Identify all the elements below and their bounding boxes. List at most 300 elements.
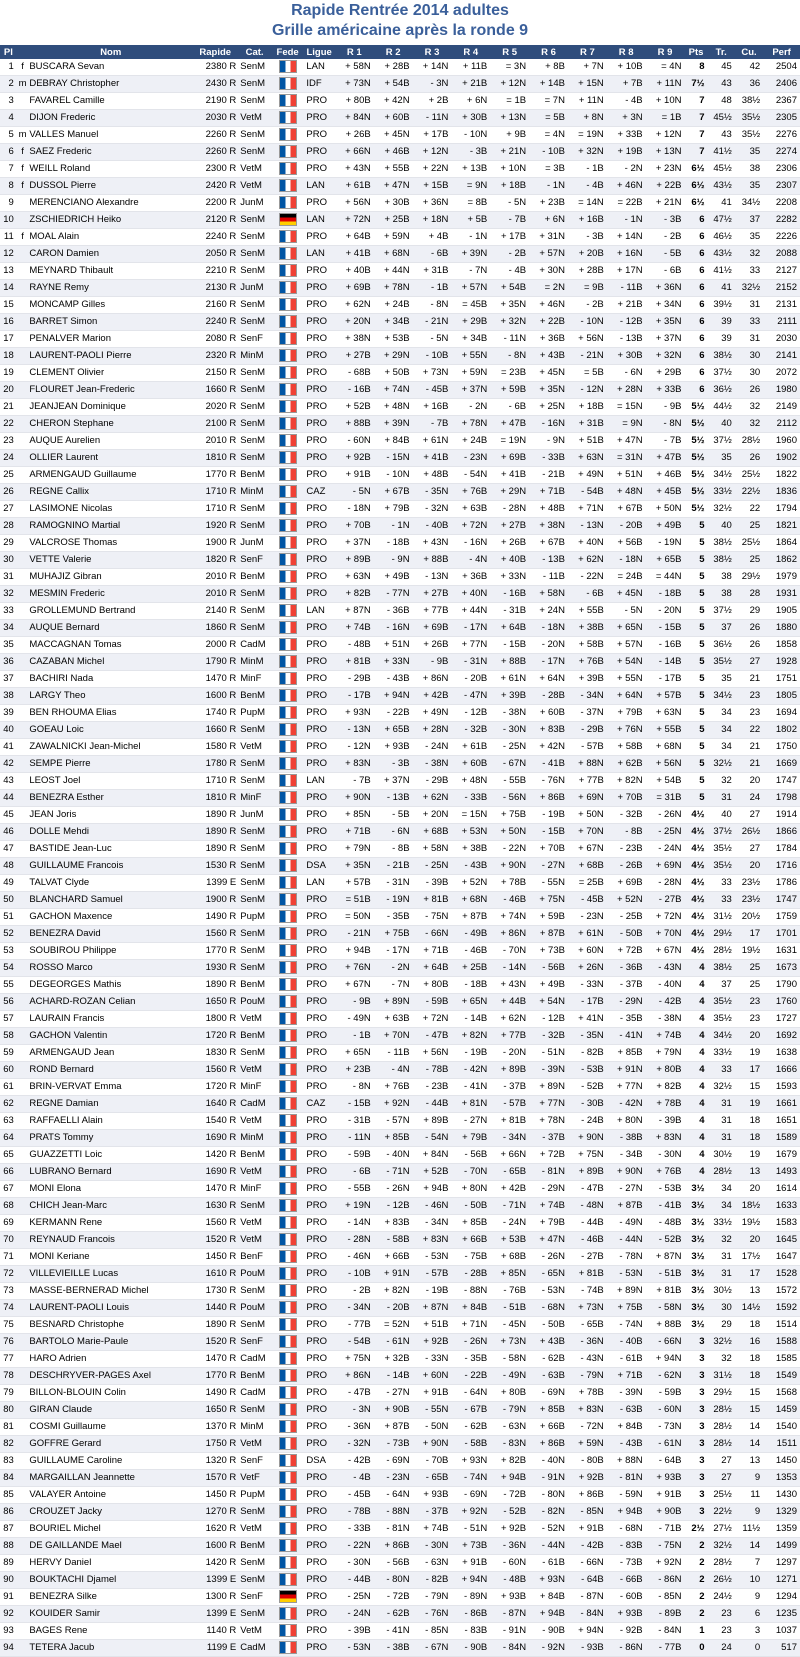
performance-cell: 1747 [763, 773, 800, 790]
title-cell [17, 1147, 29, 1164]
points-cell: 4 [684, 1045, 707, 1062]
table-row [0, 365, 800, 382]
rank-cell: 79 [0, 1385, 17, 1402]
league-cell: PRO [303, 1538, 334, 1555]
table-row [0, 314, 800, 331]
league-cell: PRO [303, 841, 334, 858]
round-5-cell: + 69B [490, 450, 529, 467]
round-5-cell: - 46B [490, 892, 529, 909]
title-cell [17, 1640, 29, 1657]
tiebreak-tr-cell: 40 [708, 416, 735, 433]
france-flag-icon [279, 230, 297, 243]
round-1-cell: - 8N [335, 1079, 374, 1096]
round-3-cell: - 40B [413, 518, 452, 535]
league-cell: PRO [303, 1623, 334, 1640]
round-5-cell: - 76B [490, 1283, 529, 1300]
round-5-cell: + 9B [490, 127, 529, 144]
title-cell [17, 637, 29, 654]
round-8-cell: = 31N [607, 450, 646, 467]
round-6-cell: - 18N [529, 620, 568, 637]
round-5-cell: - 16B [490, 586, 529, 603]
round-2-cell: + 75B [374, 926, 413, 943]
round-7-cell: - 23N [568, 909, 607, 926]
federation-cell [272, 1572, 303, 1589]
round-9-cell: = 44N [646, 569, 685, 586]
table-row [0, 1555, 800, 1572]
france-flag-icon [279, 1522, 297, 1535]
france-flag-icon [279, 264, 297, 277]
player-name-cell: DUSSOL Pierre [28, 178, 193, 195]
title-cell [17, 1317, 29, 1334]
rating-cell: 1770 R [193, 1368, 237, 1385]
tiebreak-tr-cell: 24½ [708, 1589, 735, 1606]
round-3-cell: + 27B [413, 586, 452, 603]
league-cell: PRO [303, 331, 334, 348]
league-cell: PRO [303, 450, 334, 467]
round-1-cell: + 89B [335, 552, 374, 569]
round-2-cell: + 45N [374, 127, 413, 144]
round-2-cell: + 42N [374, 93, 413, 110]
tiebreak-tr-cell: 38 [708, 569, 735, 586]
points-cell: 7½ [684, 76, 707, 93]
round-3-cell: + 48B [413, 467, 452, 484]
round-8-cell: - 36B [607, 960, 646, 977]
round-3-cell: + 18N [413, 212, 452, 229]
points-cell: 3½ [684, 1232, 707, 1249]
table-row [0, 212, 800, 229]
round-2-cell: - 72B [374, 1589, 413, 1606]
header-points: Pts [684, 45, 707, 59]
points-cell: 5 [684, 569, 707, 586]
round-3-cell: - 21N [413, 314, 452, 331]
player-name-cell: BENEZRA David [28, 926, 193, 943]
tiebreak-cu-cell: 25 [735, 552, 763, 569]
player-name-cell: ARMENGAUD Guillaume [28, 467, 193, 484]
round-1-cell: + 52B [335, 399, 374, 416]
league-cell: PRO [303, 1283, 334, 1300]
category-cell: SenM [237, 416, 272, 433]
table-row [0, 229, 800, 246]
rating-cell: 1900 R [193, 535, 237, 552]
points-cell: 3 [684, 1385, 707, 1402]
round-3-cell: - 47B [413, 1028, 452, 1045]
rating-cell: 1660 R [193, 722, 237, 739]
round-5-cell: - 56N [490, 790, 529, 807]
tiebreak-cu-cell: 19 [735, 1045, 763, 1062]
rating-cell: 1470 R [193, 671, 237, 688]
category-cell: SenM [237, 127, 272, 144]
round-5-cell: + 12N [490, 76, 529, 93]
round-3-cell: + 92B [413, 1334, 452, 1351]
rating-cell: 1199 E [193, 1640, 237, 1657]
round-3-cell: - 30N [413, 1538, 452, 1555]
tiebreak-tr-cell: 39½ [708, 297, 735, 314]
round-4-cell: - 10N [451, 127, 490, 144]
player-name-cell: KERMANN Rene [28, 1215, 193, 1232]
round-4-cell: - 2N [451, 399, 490, 416]
table-row [0, 637, 800, 654]
points-cell: 5 [684, 637, 707, 654]
round-8-cell: - 25B [607, 909, 646, 926]
tiebreak-cu-cell: 18 [735, 1130, 763, 1147]
round-8-cell: = 9N [607, 416, 646, 433]
round-6-cell: - 21B [529, 467, 568, 484]
round-2-cell: + 59N [374, 229, 413, 246]
rank-cell: 78 [0, 1368, 17, 1385]
france-flag-icon [279, 1148, 297, 1161]
france-flag-icon [279, 1284, 297, 1297]
points-cell: 5½ [684, 399, 707, 416]
rank-cell: 24 [0, 450, 17, 467]
rating-cell: 2120 R [193, 212, 237, 229]
round-8-cell: - 32B [607, 807, 646, 824]
round-1-cell: + 85N [335, 807, 374, 824]
round-5-cell: - 20N [490, 1045, 529, 1062]
rank-cell: 71 [0, 1249, 17, 1266]
round-9-cell: - 15B [646, 620, 685, 637]
round-9-cell: + 68N [646, 739, 685, 756]
league-cell: PRO [303, 1300, 334, 1317]
round-6-cell: - 9N [529, 433, 568, 450]
round-7-cell: + 63N [568, 450, 607, 467]
federation-cell [272, 671, 303, 688]
round-6-cell: - 92N [529, 1640, 568, 1657]
points-cell: 7 [684, 127, 707, 144]
round-9-cell: + 90B [646, 1504, 685, 1521]
player-name-cell: TETERA Jacub [28, 1640, 193, 1657]
league-cell: PRO [303, 297, 334, 314]
points-cell: 5 [684, 790, 707, 807]
league-cell: PRO [303, 1555, 334, 1572]
round-2-cell: - 69N [374, 1453, 413, 1470]
round-2-cell: + 92N [374, 1096, 413, 1113]
points-cell: 5 [684, 739, 707, 756]
france-flag-icon [279, 893, 297, 906]
category-cell: JunM [237, 280, 272, 297]
category-cell: SenM [237, 229, 272, 246]
tiebreak-tr-cell: 28½ [708, 1402, 735, 1419]
round-1-cell: - 22N [335, 1538, 374, 1555]
round-2-cell: - 5B [374, 807, 413, 824]
round-7-cell: + 94N [568, 1623, 607, 1640]
round-1-cell: + 81B [335, 654, 374, 671]
category-cell: VetM [237, 161, 272, 178]
rating-cell: 1890 R [193, 824, 237, 841]
round-2-cell: - 20B [374, 1300, 413, 1317]
table-row [0, 1538, 800, 1555]
round-8-cell: + 19B [607, 144, 646, 161]
performance-cell: 517 [763, 1640, 800, 1657]
round-8-cell: - 41N [607, 1028, 646, 1045]
tiebreak-cu-cell: 27 [735, 807, 763, 824]
rating-cell: 1860 R [193, 620, 237, 637]
tiebreak-tr-cell: 38½ [708, 552, 735, 569]
tiebreak-tr-cell: 34 [708, 1181, 735, 1198]
round-7-cell: + 90N [568, 1130, 607, 1147]
rank-cell: 26 [0, 484, 17, 501]
round-9-cell: + 79N [646, 1045, 685, 1062]
round-3-cell: + 12N [413, 144, 452, 161]
round-3-cell: - 75N [413, 909, 452, 926]
points-cell: 4 [684, 1079, 707, 1096]
league-cell: DSA [303, 1453, 334, 1470]
france-flag-icon [279, 1556, 297, 1569]
round-3-cell: + 17B [413, 127, 452, 144]
title-cell [17, 1351, 29, 1368]
league-cell: PRO [303, 892, 334, 909]
round-6-cell: + 66B [529, 1419, 568, 1436]
round-2-cell: - 12B [374, 1198, 413, 1215]
title-cell [17, 756, 29, 773]
league-cell: IDF [303, 76, 334, 93]
tiebreak-tr-cell: 27 [708, 1453, 735, 1470]
performance-cell: 1692 [763, 1028, 800, 1045]
round-9-cell: - 61N [646, 1436, 685, 1453]
round-3-cell: - 65B [413, 1470, 452, 1487]
rank-cell: 76 [0, 1334, 17, 1351]
round-3-cell: + 56N [413, 1045, 452, 1062]
round-2-cell: + 89N [374, 994, 413, 1011]
performance-cell: 1794 [763, 501, 800, 518]
title-cell [17, 824, 29, 841]
round-8-cell: + 65N [607, 620, 646, 637]
federation-cell [272, 416, 303, 433]
france-flag-icon [279, 944, 297, 957]
round-6-cell: + 48B [529, 501, 568, 518]
round-2-cell: + 32B [374, 1351, 413, 1368]
rating-cell: 2190 R [193, 93, 237, 110]
league-cell: PRO [303, 807, 334, 824]
round-2-cell: + 76B [374, 1079, 413, 1096]
round-7-cell: + 8N [568, 110, 607, 127]
tiebreak-cu-cell: 25½ [735, 535, 763, 552]
round-6-cell: - 26N [529, 1249, 568, 1266]
round-8-cell: - 60B [607, 1589, 646, 1606]
table-row [0, 790, 800, 807]
tiebreak-cu-cell: 37 [735, 212, 763, 229]
round-3-cell: + 41B [413, 450, 452, 467]
tiebreak-tr-cell: 35 [708, 450, 735, 467]
league-cell: PRO [303, 1436, 334, 1453]
round-4-cell: = 15N [451, 807, 490, 824]
table-row [0, 1300, 800, 1317]
tiebreak-tr-cell: 35½ [708, 654, 735, 671]
round-8-cell: + 82N [607, 773, 646, 790]
round-7-cell: = 9B [568, 280, 607, 297]
tiebreak-cu-cell: 19 [735, 1096, 763, 1113]
round-6-cell: = 3B [529, 161, 568, 178]
performance-cell: 2305 [763, 110, 800, 127]
player-name-cell: BENEZRA Silke [28, 1589, 193, 1606]
player-name-cell: DOLLE Mehdi [28, 824, 193, 841]
round-1-cell: - 10B [335, 1266, 374, 1283]
round-1-cell: - 59B [335, 1147, 374, 1164]
points-cell: 2 [684, 1572, 707, 1589]
league-cell: PRO [303, 127, 334, 144]
round-4-cell: + 30B [451, 110, 490, 127]
round-4-cell: + 59N [451, 365, 490, 382]
round-8-cell: + 51N [607, 467, 646, 484]
player-name-cell: BOURIEL Michel [28, 1521, 193, 1538]
table-row [0, 1504, 800, 1521]
header-round-6: R 6 [529, 45, 568, 59]
round-5-cell: - 30N [490, 722, 529, 739]
table-row [0, 382, 800, 399]
round-2-cell: - 13B [374, 790, 413, 807]
round-9-cell: + 55B [646, 722, 685, 739]
tiebreak-cu-cell: 24 [735, 790, 763, 807]
player-name-cell: JEAN Joris [28, 807, 193, 824]
round-9-cell: + 94N [646, 1351, 685, 1368]
title-cell [17, 1368, 29, 1385]
title-cell [17, 790, 29, 807]
round-8-cell: - 39N [607, 1385, 646, 1402]
player-name-cell: GACHON Valentin [28, 1028, 193, 1045]
round-8-cell: + 93B [607, 1606, 646, 1623]
title-cell [17, 807, 29, 824]
round-8-cell: + 94B [607, 1504, 646, 1521]
round-1-cell: - 30N [335, 1555, 374, 1572]
header-player-name: Nom [28, 45, 193, 59]
points-cell: 2 [684, 1606, 707, 1623]
table-row [0, 399, 800, 416]
tiebreak-cu-cell: 14 [735, 1419, 763, 1436]
federation-cell [272, 1147, 303, 1164]
france-flag-icon [279, 145, 297, 158]
federation-cell [272, 297, 303, 314]
rating-cell: 2240 R [193, 229, 237, 246]
round-4-cell: - 17N [451, 620, 490, 637]
federation-cell [272, 1181, 303, 1198]
france-flag-icon [279, 1488, 297, 1501]
round-2-cell: + 53B [374, 331, 413, 348]
round-8-cell: - 35B [607, 1011, 646, 1028]
federation-cell [272, 1113, 303, 1130]
round-3-cell: + 58N [413, 841, 452, 858]
round-6-cell: - 39N [529, 1062, 568, 1079]
round-2-cell: - 11B [374, 1045, 413, 1062]
performance-cell: 1673 [763, 960, 800, 977]
round-1-cell: + 76N [335, 960, 374, 977]
round-1-cell: - 24N [335, 1606, 374, 1623]
round-9-cell: + 92N [646, 1555, 685, 1572]
round-1-cell: + 82B [335, 586, 374, 603]
round-2-cell: + 25B [374, 212, 413, 229]
round-7-cell: + 70N [568, 824, 607, 841]
performance-cell: 2127 [763, 263, 800, 280]
table-row [0, 1436, 800, 1453]
category-cell: MinF [237, 671, 272, 688]
performance-cell: 1271 [763, 1572, 800, 1589]
france-flag-icon [279, 825, 297, 838]
round-4-cell: + 84B [451, 1300, 490, 1317]
round-6-cell: - 41B [529, 756, 568, 773]
player-name-cell: KOUIDER Samir [28, 1606, 193, 1623]
round-3-cell: - 55N [413, 1402, 452, 1419]
round-8-cell: + 72B [607, 943, 646, 960]
round-1-cell: + 69B [335, 280, 374, 297]
title-cell: f [17, 59, 29, 76]
rank-cell: 14 [0, 280, 17, 297]
round-8-cell: - 68N [607, 1521, 646, 1538]
round-1-cell: - 25N [335, 1589, 374, 1606]
round-7-cell: + 89B [568, 1164, 607, 1181]
round-6-cell: + 58N [529, 586, 568, 603]
points-cell: 3½ [684, 1249, 707, 1266]
table-row [0, 195, 800, 212]
table-row [0, 824, 800, 841]
title-cell [17, 467, 29, 484]
rating-cell: 1450 R [193, 1487, 237, 1504]
round-6-cell: + 25N [529, 399, 568, 416]
round-3-cell: - 82B [413, 1572, 452, 1589]
france-flag-icon [279, 1505, 297, 1518]
player-name-cell: BILLON-BLOUIN Colin [28, 1385, 193, 1402]
round-3-cell: - 13N [413, 569, 452, 586]
tiebreak-tr-cell: 31 [708, 1266, 735, 1283]
rating-cell: 1490 R [193, 1385, 237, 1402]
tiebreak-tr-cell: 33 [708, 892, 735, 909]
performance-cell: 1589 [763, 1130, 800, 1147]
category-cell: MinM [237, 484, 272, 501]
rating-cell: 2080 R [193, 331, 237, 348]
league-cell: PRO [303, 314, 334, 331]
points-cell: 4 [684, 1130, 707, 1147]
round-1-cell: - 54B [335, 1334, 374, 1351]
table-row [0, 943, 800, 960]
round-4-cell: + 94N [451, 1572, 490, 1589]
rank-cell: 43 [0, 773, 17, 790]
category-cell: MinM [237, 348, 272, 365]
performance-cell: 1235 [763, 1606, 800, 1623]
round-7-cell: + 49N [568, 467, 607, 484]
round-9-cell: - 43N [646, 960, 685, 977]
title-cell [17, 1470, 29, 1487]
player-name-cell: BENEZRA Esther [28, 790, 193, 807]
rating-cell: 1830 R [193, 1045, 237, 1062]
round-7-cell: + 71N [568, 501, 607, 518]
player-name-cell: HERVY Daniel [28, 1555, 193, 1572]
points-cell: 5½ [684, 484, 707, 501]
round-4-cell: - 67B [451, 1402, 490, 1419]
points-cell: 6½ [684, 195, 707, 212]
rating-cell: 1820 R [193, 552, 237, 569]
category-cell: VetM [237, 1232, 272, 1249]
category-cell: SenM [237, 144, 272, 161]
france-flag-icon [279, 315, 297, 328]
league-cell: PRO [303, 569, 334, 586]
category-cell: CadM [237, 1640, 272, 1657]
rank-cell: 52 [0, 926, 17, 943]
federation-cell [272, 875, 303, 892]
round-3-cell: + 16B [413, 399, 452, 416]
round-7-cell: + 20B [568, 246, 607, 263]
tiebreak-cu-cell: 32½ [735, 280, 763, 297]
round-9-cell: + 65B [646, 552, 685, 569]
round-5-cell: - 57B [490, 1096, 529, 1113]
rank-cell: 64 [0, 1130, 17, 1147]
round-5-cell: - 91N [490, 1623, 529, 1640]
round-5-cell: - 2B [490, 246, 529, 263]
points-cell: 2 [684, 1589, 707, 1606]
points-cell: 1 [684, 1623, 707, 1640]
round-6-cell: - 20N [529, 637, 568, 654]
tiebreak-tr-cell: 41 [708, 280, 735, 297]
round-2-cell: - 26N [374, 1181, 413, 1198]
player-name-cell: DESCHRYVER-PAGES Axel [28, 1368, 193, 1385]
round-7-cell: + 51B [568, 433, 607, 450]
round-7-cell: + 41N [568, 1011, 607, 1028]
